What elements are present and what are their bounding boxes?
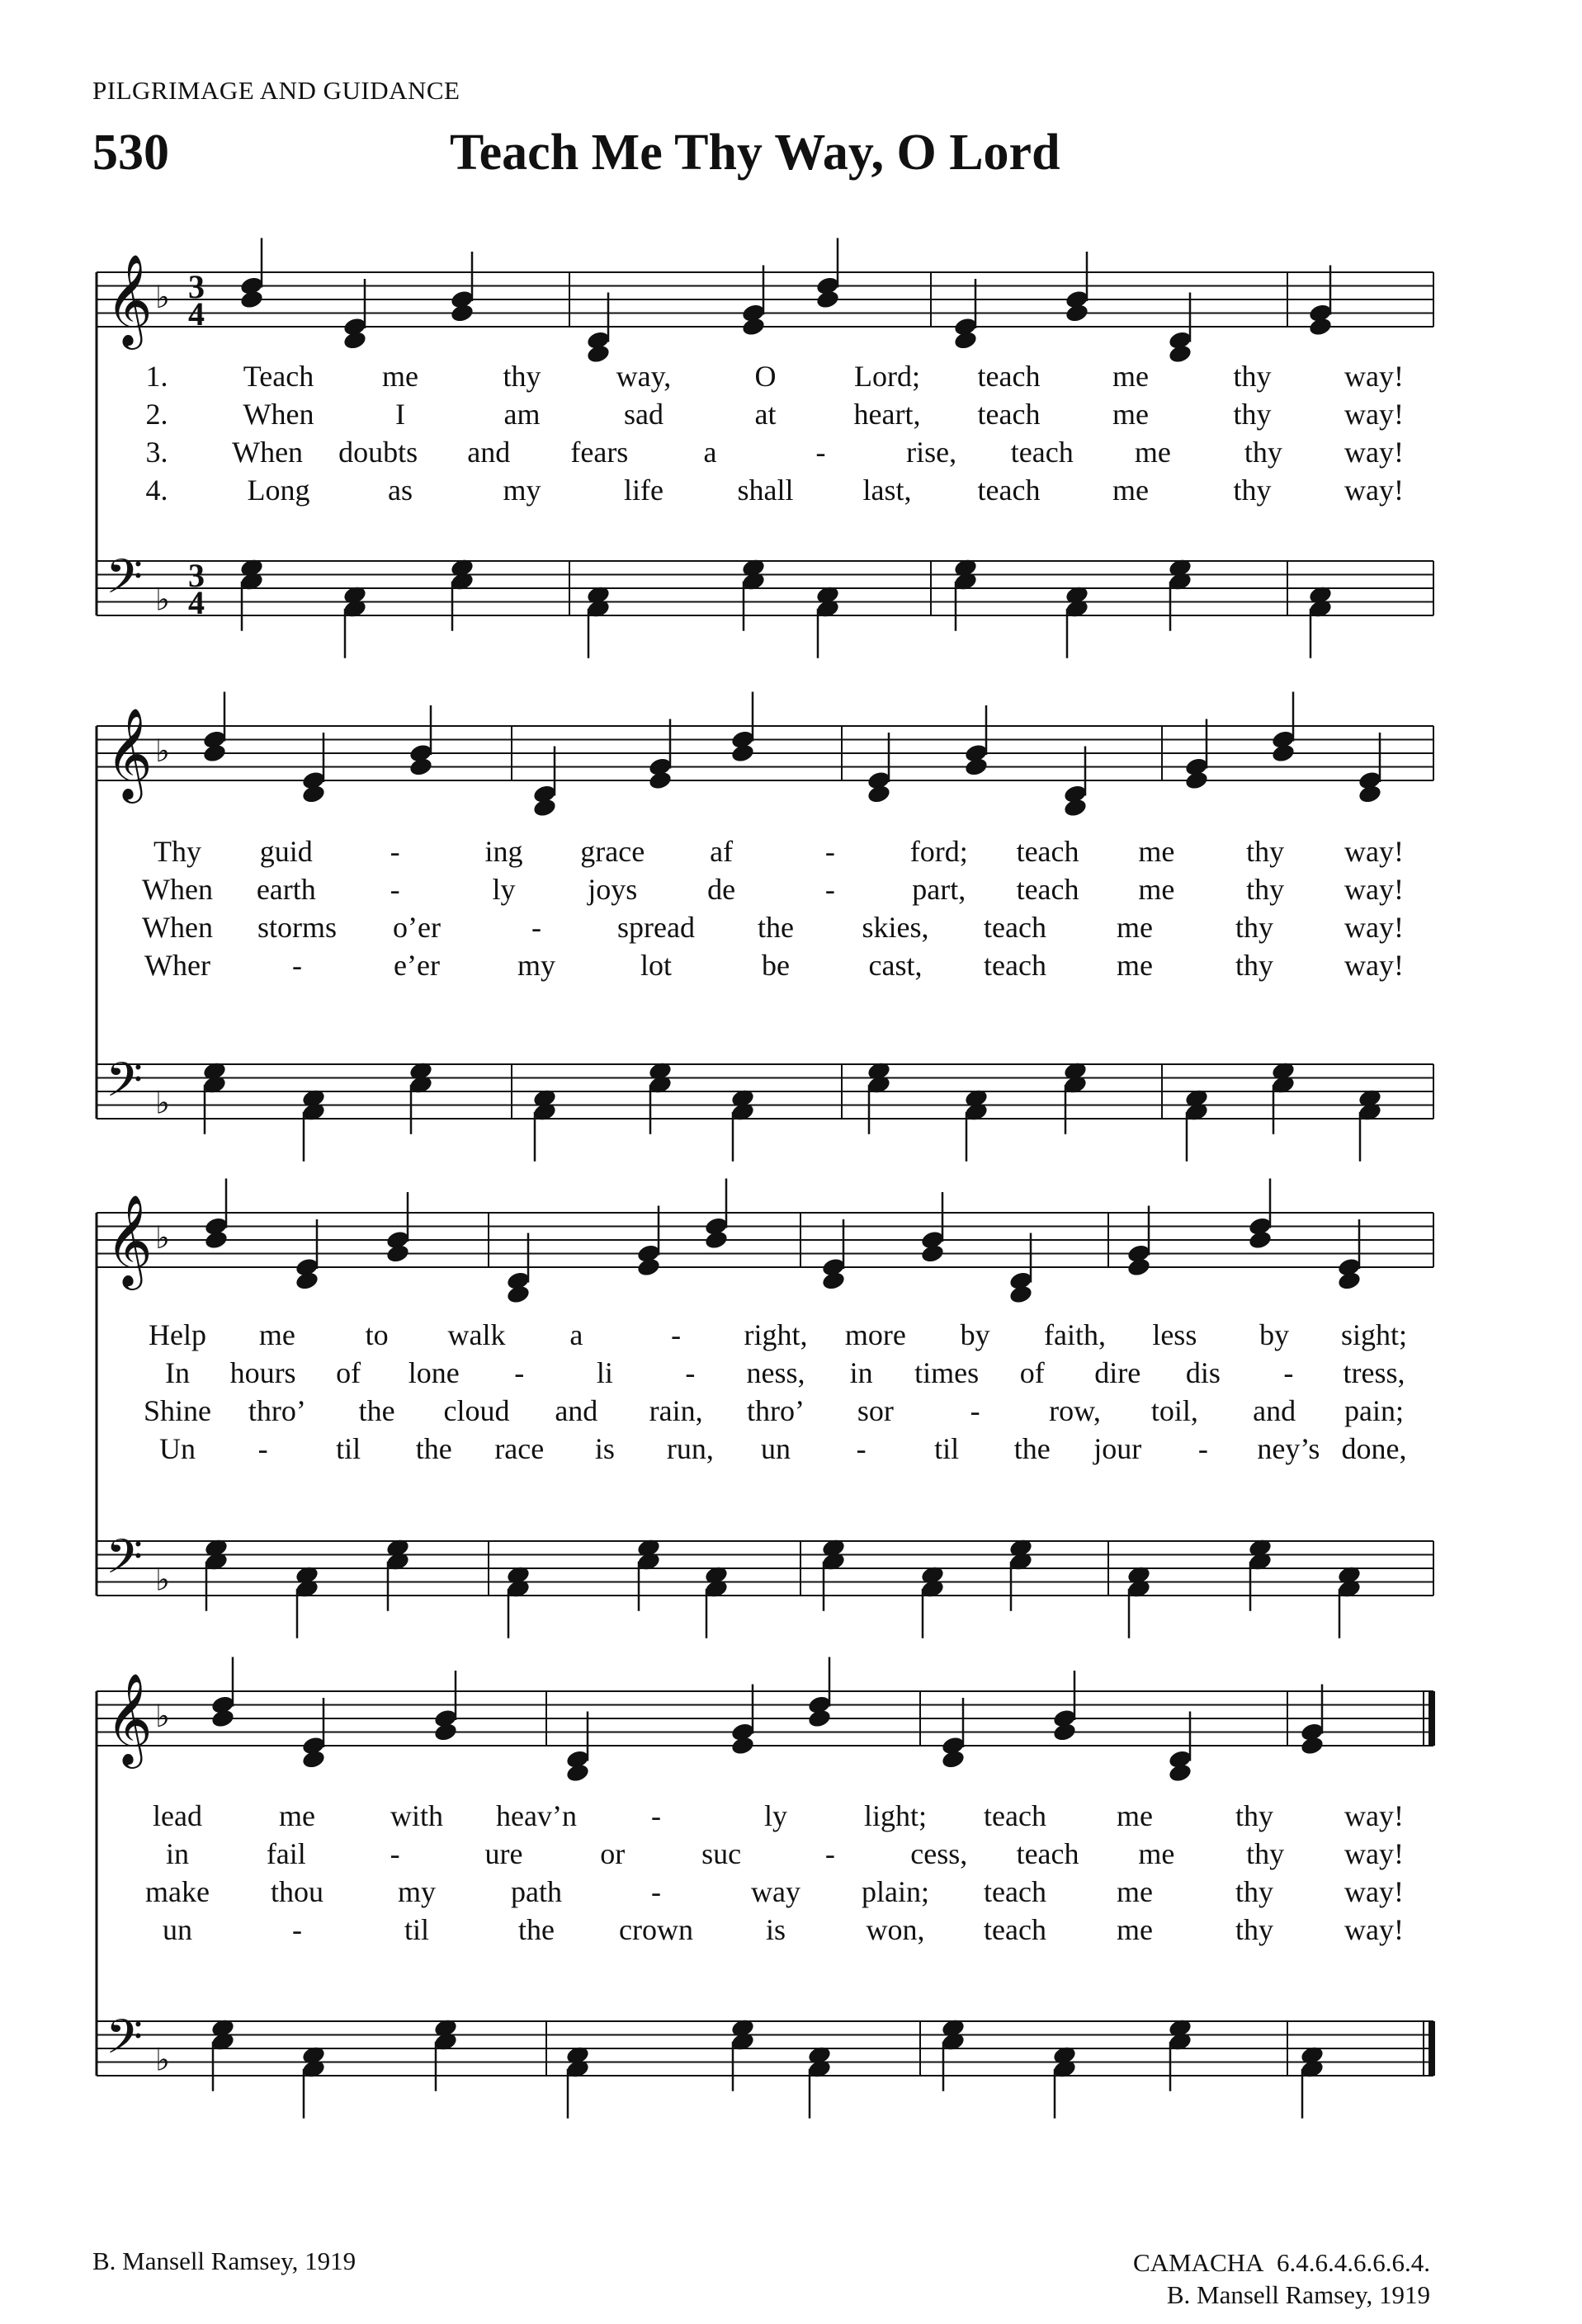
system-4-verse-4-word: thy xyxy=(1235,1913,1274,1946)
system-4-verse-2-word: cess, xyxy=(910,1837,968,1870)
system-4-verse-4-word: - xyxy=(292,1913,302,1946)
system-4-verse-3-word: thy xyxy=(1235,1875,1274,1908)
system-2-verse-3-word: way! xyxy=(1344,911,1404,944)
system-1-verse-1-word: Teach xyxy=(243,360,314,393)
system-2-verse-3-word: - xyxy=(531,911,541,944)
system-2-verse-3-word: the xyxy=(758,911,794,944)
system-2-verse-4-word: lot xyxy=(640,949,673,982)
system-3-verse-4-word: jour xyxy=(1093,1432,1142,1465)
system-2-treble-note xyxy=(1271,742,1296,764)
system-3-verse-3-word: thro’ xyxy=(747,1394,805,1427)
system-3-verse-2-word: hours xyxy=(229,1356,296,1389)
flat-key-signature-icon: ♭ xyxy=(155,1086,170,1121)
system-3-verse-2-word: in xyxy=(849,1356,873,1389)
system-3-treble-note xyxy=(1126,1256,1152,1278)
system-2-treble-note xyxy=(964,757,989,778)
system-1-treble-note xyxy=(741,316,767,337)
system-3-verse-3-word: thro’ xyxy=(248,1394,306,1427)
system-4-verse-3-word: way xyxy=(751,1875,800,1908)
system-2-verse-2-word: way! xyxy=(1344,873,1404,906)
system-2-treble-note xyxy=(648,770,673,791)
system-3-verse-1-word: more xyxy=(844,1318,906,1351)
system-1-treble-note xyxy=(586,343,612,365)
system-4-treble-note xyxy=(565,1762,591,1784)
bass-clef-icon: 𝄢 xyxy=(106,1532,144,1596)
system-4-verse-3-word: me xyxy=(1117,1875,1153,1908)
system-2-verse-1-word: Thy xyxy=(153,835,201,868)
system-4-verse-3-word: path xyxy=(511,1875,562,1908)
system-2-verse-2-word: thy xyxy=(1246,873,1285,906)
system-1-verse-4-word: as xyxy=(388,474,413,507)
system-3-verse-4-word: done, xyxy=(1341,1432,1407,1465)
section-heading: PILGRIMAGE AND GUIDANCE xyxy=(92,76,460,105)
system-2-verse-2-word: - xyxy=(824,873,835,906)
system-1-verse-2-word: heart, xyxy=(853,398,921,431)
tune-name: CAMACHA xyxy=(1133,2248,1264,2277)
system-4-verse-2-word: me xyxy=(1138,1837,1175,1870)
system-3-verse-3-word: Shine xyxy=(143,1394,212,1427)
system-1-verse-3-word: rise, xyxy=(906,436,957,469)
system-3-verse-1-word: me xyxy=(258,1318,295,1351)
system-2-verse-1-word: ford; xyxy=(909,835,968,868)
system-1-verse-1-word: teach xyxy=(977,360,1041,393)
system-3-verse-1-word: by xyxy=(1259,1318,1290,1351)
system-1-verse-3-word: thy xyxy=(1244,436,1282,469)
system-4-verse-2-word: teach xyxy=(1016,1837,1079,1870)
system-4-verse-1-word: light; xyxy=(863,1799,928,1832)
system-4-verse-4-word: is xyxy=(765,1913,786,1946)
system-3-verse-1-word: sight; xyxy=(1340,1318,1408,1351)
system-2-verse-1-word: teach xyxy=(1016,835,1079,868)
flat-key-signature-icon: ♭ xyxy=(155,280,170,315)
system-3-treble-note xyxy=(204,1229,229,1251)
system-1-verse-4-word: shall xyxy=(737,474,794,507)
system-1-treble-note xyxy=(239,289,265,310)
tune-info xyxy=(1133,2246,1430,2311)
system-4-verse-1-word: ly xyxy=(763,1799,788,1832)
system-3-treble-note xyxy=(821,1270,847,1292)
system-3-verse-2-word: li xyxy=(596,1356,613,1389)
system-1-verse-2-word: When xyxy=(243,398,314,431)
system-3-verse-1-word: Help xyxy=(149,1318,206,1351)
system-2-treble-note xyxy=(1063,797,1089,818)
system-3-verse-4-word: run, xyxy=(666,1432,714,1465)
system-3-treble-note xyxy=(1248,1229,1273,1251)
system-4-verse-1-word: me xyxy=(279,1799,315,1832)
system-2-treble-note xyxy=(202,742,228,764)
system-3-verse-2-word: tress, xyxy=(1343,1356,1405,1389)
system-3-verse-2-word: dis xyxy=(1185,1356,1221,1389)
system-4-verse-3-word: way! xyxy=(1344,1875,1404,1908)
system-3-treble-note xyxy=(1008,1284,1034,1305)
system-4-treble-note xyxy=(433,1722,459,1743)
system-1-verse-2-word: way! xyxy=(1344,398,1404,431)
system-3-verse-1-word: faith, xyxy=(1044,1318,1106,1351)
system-3-verse-2-word: times xyxy=(914,1356,980,1389)
time-signature-top: 3 xyxy=(188,268,205,305)
system-3-verse-2-word: - xyxy=(514,1356,525,1389)
system-1-verse-4-word: life xyxy=(624,474,663,507)
system-3-treble-note xyxy=(920,1243,946,1265)
system-2-verse-4-word: - xyxy=(292,949,302,982)
system-4-verse-3-word: make xyxy=(145,1875,210,1908)
system-2-verse-3-word: o’er xyxy=(393,911,441,944)
system-2-verse-4-word: teach xyxy=(984,949,1046,982)
system-2-verse-4-word: me xyxy=(1117,949,1153,982)
system-1-verse-3-word: 3. xyxy=(145,436,168,469)
system-4-verse-1-word: thy xyxy=(1235,1799,1274,1832)
system-3-verse-3-word: the xyxy=(358,1394,395,1427)
system-1-verse-4-word: Long xyxy=(247,474,310,507)
system-2-verse-4-word: e’er xyxy=(394,949,440,982)
system-1-verse-3-word: teach xyxy=(1010,436,1074,469)
system-2-verse-1-word: - xyxy=(824,835,835,868)
system-4-verse-4-word: me xyxy=(1117,1913,1153,1946)
system-4-verse-2-word: or xyxy=(600,1837,626,1870)
system-1-verse-1-word: Lord; xyxy=(854,360,920,393)
system-1-treble-note xyxy=(815,289,841,310)
system-3-verse-2-word: dire xyxy=(1094,1356,1141,1389)
system-2-verse-3-word: storms xyxy=(257,911,338,944)
system-1-verse-1-word: me xyxy=(382,360,418,393)
bass-clef-icon: 𝄢 xyxy=(106,1055,144,1119)
system-1-verse-2-word: at xyxy=(754,398,777,431)
system-4-treble-note xyxy=(730,1735,756,1756)
treble-clef-icon: 𝄞 xyxy=(106,1675,153,1763)
flat-key-signature-icon: ♭ xyxy=(155,734,170,769)
system-1-verse-3-word: me xyxy=(1134,436,1171,469)
system-3-treble-note xyxy=(506,1284,531,1305)
system-3-verse-4-word: the xyxy=(415,1432,452,1465)
system-4-verse-2-word: suc xyxy=(701,1837,742,1870)
system-3-verse-1-word: walk xyxy=(447,1318,506,1351)
system-3-verse-1-word: right, xyxy=(744,1318,808,1351)
system-1-verse-3-word: and xyxy=(467,436,511,469)
system-3-treble-note xyxy=(704,1229,730,1251)
system-4-verse-3-word: my xyxy=(397,1875,437,1908)
system-2-verse-4-word: thy xyxy=(1235,949,1274,982)
system-1-verse-2-word: sad xyxy=(624,398,663,431)
system-1-verse-3-word: a xyxy=(703,436,717,469)
bass-clef-icon: 𝄢 xyxy=(106,552,144,615)
system-3-verse-2-word: - xyxy=(685,1356,696,1389)
system-1-verse-4-word: me xyxy=(1112,474,1149,507)
system-3-verse-4-word: til xyxy=(336,1432,361,1465)
time-signature-top: 3 xyxy=(188,557,205,594)
treble-clef-icon: 𝄞 xyxy=(106,1196,153,1285)
system-3-verse-4-word: ney’s xyxy=(1257,1432,1320,1465)
system-2-verse-1-word: af xyxy=(710,835,734,868)
system-1-treble-note xyxy=(450,303,475,324)
system-2-verse-2-word: - xyxy=(390,873,400,906)
system-4-verse-1-word: - xyxy=(651,1799,661,1832)
system-3-verse-4-word: the xyxy=(1013,1432,1051,1465)
system-3-verse-4-word: un xyxy=(761,1432,791,1465)
system-1-verse-3-word: - xyxy=(815,436,826,469)
treble-clef-icon: 𝄞 xyxy=(106,256,153,344)
system-2-verse-2-word: joys xyxy=(588,873,638,906)
hymn-title: Teach Me Thy Way, O Lord xyxy=(450,125,1060,181)
system-1-verse-3-word: way! xyxy=(1344,436,1404,469)
system-2-verse-3-word: When xyxy=(142,911,213,944)
system-3-verse-3-word: sor xyxy=(857,1394,894,1427)
system-1-verse-4-word: 4. xyxy=(145,474,168,507)
system-4-verse-2-word: fail xyxy=(266,1837,306,1870)
music-author: B. Mansell Ramsey, 1919 xyxy=(1166,2280,1430,2309)
system-3-treble-note xyxy=(636,1256,662,1278)
system-4-verse-2-word: - xyxy=(390,1837,400,1870)
system-1-treble-note xyxy=(953,330,979,351)
system-4-treble-note xyxy=(1300,1735,1325,1756)
system-2-verse-2-word: teach xyxy=(1016,873,1079,906)
system-1-verse-4-word: teach xyxy=(977,474,1041,507)
system-2-treble-note xyxy=(730,742,756,764)
system-3-verse-2-word: lone xyxy=(408,1356,460,1389)
system-2-verse-4-word: Wher xyxy=(144,949,210,982)
system-2-verse-2-word: me xyxy=(1138,873,1175,906)
system-3-verse-1-word: - xyxy=(671,1318,682,1351)
system-4-verse-1-word: with xyxy=(390,1799,444,1832)
system-2-verse-4-word: be xyxy=(762,949,790,982)
system-4-verse-4-word: teach xyxy=(984,1913,1046,1946)
system-3-verse-4-word: - xyxy=(856,1432,867,1465)
treble-clef-icon: 𝄞 xyxy=(106,709,153,798)
flat-key-signature-icon: ♭ xyxy=(155,1699,170,1734)
system-4-treble-note xyxy=(1052,1722,1078,1743)
system-1-verse-4-word: way! xyxy=(1344,474,1404,507)
system-1-verse-4-word: thy xyxy=(1233,474,1272,507)
system-2-verse-2-word: part, xyxy=(912,873,966,906)
system-3-verse-1-word: less xyxy=(1152,1318,1197,1351)
system-3-verse-3-word: - xyxy=(970,1394,980,1427)
system-2-verse-3-word: spread xyxy=(617,911,695,944)
system-3-verse-2-word: ness, xyxy=(746,1356,805,1389)
system-4-verse-4-word: til xyxy=(404,1913,430,1946)
system-2-treble-note xyxy=(408,757,434,778)
system-3-verse-2-word: of xyxy=(1019,1356,1045,1389)
system-4-verse-2-word: ure xyxy=(484,1837,523,1870)
system-1-verse-4-word: last, xyxy=(862,474,912,507)
system-2-treble-note xyxy=(532,797,558,818)
system-2-verse-1-word: me xyxy=(1138,835,1175,868)
flat-key-signature-icon: ♭ xyxy=(155,1221,170,1256)
system-1-verse-2-word: me xyxy=(1112,398,1149,431)
system-4-verse-4-word: way! xyxy=(1344,1913,1404,1946)
system-1-verse-1-word: way, xyxy=(616,360,672,393)
system-1-verse-3-word: When xyxy=(232,436,304,469)
system-2-verse-4-word: way! xyxy=(1344,949,1404,982)
system-2-verse-1-word: ing xyxy=(484,835,523,868)
system-4-verse-2-word: way! xyxy=(1344,1837,1404,1870)
system-1-verse-1-word: 1. xyxy=(145,360,168,393)
system-4-treble-note xyxy=(210,1708,236,1729)
system-3-verse-3-word: pain; xyxy=(1344,1394,1404,1427)
system-3-verse-2-word: - xyxy=(1283,1356,1294,1389)
system-4-verse-3-word: teach xyxy=(984,1875,1046,1908)
system-4-verse-1-word: way! xyxy=(1344,1799,1404,1832)
system-2-verse-2-word: ly xyxy=(492,873,516,906)
system-3-verse-3-word: row, xyxy=(1049,1394,1101,1427)
time-signature-bottom: 4 xyxy=(188,295,205,332)
system-3-verse-4-word: - xyxy=(1197,1432,1208,1465)
system-3-verse-4-word: - xyxy=(257,1432,268,1465)
system-2-verse-1-word: guid xyxy=(259,835,313,868)
system-4-verse-4-word: un xyxy=(163,1913,192,1946)
system-3-verse-3-word: rain, xyxy=(649,1394,703,1427)
system-3-verse-3-word: and xyxy=(555,1394,598,1427)
system-1-verse-3-word: doubts xyxy=(338,436,418,469)
system-1-verse-2-word: 2. xyxy=(145,398,168,431)
system-4-verse-3-word: - xyxy=(651,1875,661,1908)
system-2-treble-note xyxy=(1184,770,1210,791)
system-2-verse-2-word: de xyxy=(707,873,736,906)
system-3-verse-2-word: of xyxy=(336,1356,361,1389)
system-3-verse-4-word: race xyxy=(494,1432,545,1465)
system-4-treble-note xyxy=(1168,1762,1193,1784)
system-2-treble-note xyxy=(301,784,327,805)
system-2-treble-note xyxy=(1358,784,1383,805)
system-2-verse-4-word: my xyxy=(517,949,556,982)
system-3-verse-1-word: to xyxy=(365,1318,389,1351)
system-2-verse-3-word: skies, xyxy=(862,911,929,944)
system-3-verse-3-word: cloud xyxy=(443,1394,510,1427)
system-2-verse-2-word: When xyxy=(142,873,213,906)
system-1-treble-note xyxy=(1065,303,1090,324)
system-1-verse-2-word: am xyxy=(503,398,541,431)
system-3-verse-3-word: toil, xyxy=(1150,1394,1198,1427)
system-3-treble-note xyxy=(1337,1270,1362,1292)
system-3-verse-2-word: In xyxy=(165,1356,190,1389)
system-1-verse-3-word: fears xyxy=(570,436,629,469)
system-4-verse-2-word: in xyxy=(165,1837,190,1870)
meter: 6.4.6.4.6.6.6.4. xyxy=(1277,2248,1430,2277)
system-2-verse-2-word: earth xyxy=(256,873,316,906)
system-1-verse-1-word: thy xyxy=(503,360,541,393)
system-3-verse-1-word: by xyxy=(960,1318,990,1351)
system-1-verse-2-word: thy xyxy=(1233,398,1272,431)
system-1-verse-1-word: me xyxy=(1112,360,1149,393)
system-1-treble-note xyxy=(1308,316,1334,337)
system-1-verse-4-word: my xyxy=(503,474,541,507)
system-2-verse-3-word: teach xyxy=(984,911,1046,944)
hymn-number: 530 xyxy=(92,125,169,181)
system-4-verse-3-word: plain; xyxy=(862,1875,929,1908)
system-3-verse-4-word: Un xyxy=(159,1432,196,1465)
system-3-treble-note xyxy=(385,1243,411,1265)
text-author: B. Mansell Ramsey, 1919 xyxy=(92,2246,357,2275)
system-4-verse-1-word: heav’n xyxy=(496,1799,577,1832)
system-2-verse-3-word: thy xyxy=(1235,911,1274,944)
system-3-verse-4-word: til xyxy=(934,1432,960,1465)
system-2-verse-1-word: way! xyxy=(1344,835,1404,868)
system-4-verse-1-word: lead xyxy=(153,1799,202,1832)
system-3-verse-4-word: is xyxy=(594,1432,615,1465)
system-3-verse-1-word: a xyxy=(569,1318,583,1351)
system-2-verse-4-word: cast, xyxy=(868,949,923,982)
flat-key-signature-icon: ♭ xyxy=(155,1563,170,1598)
system-4-treble-note xyxy=(807,1708,833,1729)
system-4-verse-2-word: thy xyxy=(1246,1837,1285,1870)
system-2-verse-1-word: - xyxy=(390,835,400,868)
system-2-verse-1-word: grace xyxy=(580,835,645,868)
bass-clef-icon: 𝄢 xyxy=(106,2012,144,2076)
system-1-verse-1-word: thy xyxy=(1233,360,1272,393)
system-4-treble-note xyxy=(301,1749,327,1770)
system-3-treble-note xyxy=(295,1270,320,1292)
system-4-verse-4-word: the xyxy=(518,1913,555,1946)
system-1-verse-1-word: way! xyxy=(1344,360,1404,393)
system-1-verse-2-word: I xyxy=(395,398,405,431)
system-2-treble-note xyxy=(867,784,892,805)
system-4-verse-3-word: thou xyxy=(270,1875,324,1908)
system-2-verse-1-word: thy xyxy=(1246,835,1285,868)
system-4-verse-1-word: teach xyxy=(984,1799,1046,1832)
flat-key-signature-icon: ♭ xyxy=(155,582,170,618)
system-1-treble-note xyxy=(342,330,368,351)
flat-key-signature-icon: ♭ xyxy=(155,2043,170,2078)
system-4-verse-4-word: crown xyxy=(619,1913,693,1946)
system-4-treble-note xyxy=(941,1749,966,1770)
system-1-treble-note xyxy=(1168,343,1193,365)
system-2-verse-3-word: me xyxy=(1117,911,1153,944)
system-4-verse-4-word: won, xyxy=(866,1913,925,1946)
system-3-verse-3-word: and xyxy=(1253,1394,1296,1427)
system-4-verse-1-word: me xyxy=(1117,1799,1153,1832)
system-4-verse-2-word: - xyxy=(824,1837,835,1870)
time-signature-bottom: 4 xyxy=(188,584,205,621)
system-1-verse-1-word: O xyxy=(754,360,777,393)
system-1-verse-2-word: teach xyxy=(977,398,1041,431)
